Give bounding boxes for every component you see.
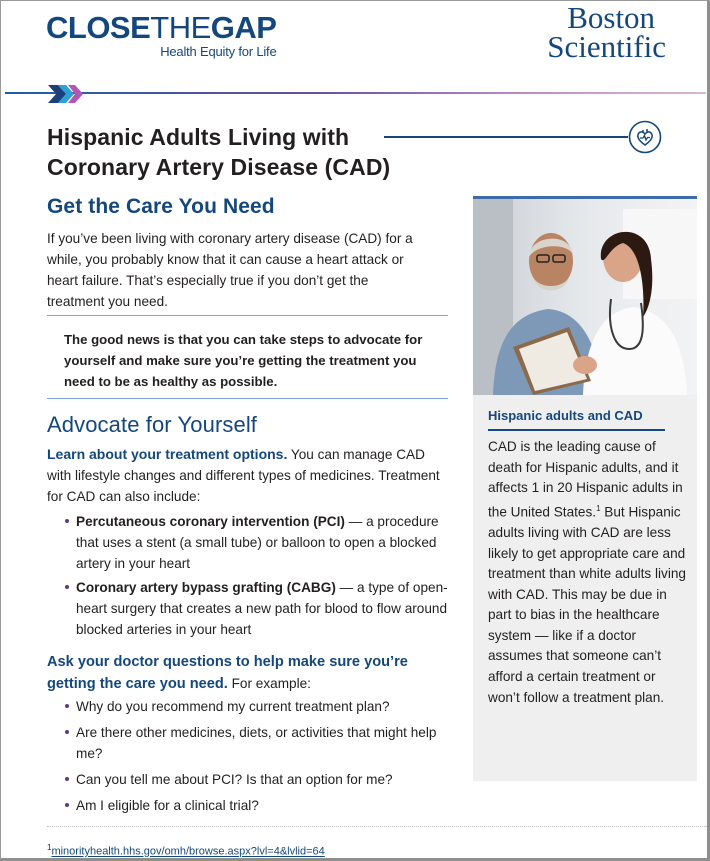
- sidebar-box: [473, 395, 697, 781]
- advocate-heading: Advocate for Yourself: [47, 412, 258, 437]
- close-the-gap-tagline: Health Equity for Life: [160, 44, 277, 59]
- callout-bottom-rule: [47, 398, 448, 399]
- callout-text: The good news is that you can take steps to advocate for yourself and make sure you’re getting the treatment you need to be as healthy as possible.: [64, 332, 423, 389]
- ask-paragraph: Ask your doctor questions to help make sure you’re getting the care you need. For example:: [47, 654, 408, 692]
- footnote-link[interactable]: minorityhealth.hhs.gov/omh/browse.aspx?lvl=4&lvlid=64: [51, 845, 325, 858]
- doctor-patient-photo: [473, 196, 697, 395]
- sidebar-rule: [488, 429, 665, 431]
- list-item-pci: Percutaneous coronary intervention (PCI) — a procedure that uses a stent (a small tube) or balloon to open a blocked artery in your heart: [76, 511, 448, 574]
- photo-illustration: [473, 199, 697, 395]
- callout-top-rule: [47, 315, 448, 316]
- title-rule: [384, 136, 628, 138]
- care-intro: If you’ve been living with coronary artery disease (CAD) for a while, you probably know that it can cause a heart attack or heart failure. That’s especially true if you don’t get the treatment you need.: [47, 231, 413, 309]
- sidebar-title: Hispanic adults and CAD: [488, 408, 643, 423]
- close-the-gap-wordmark: CLOSETHEGAP: [46, 10, 277, 45]
- care-heading: Get the Care You Need: [47, 195, 275, 218]
- chevron-arrows-icon: [46, 83, 86, 105]
- heart-badge-icon: [628, 120, 662, 154]
- list-item: Can you tell me about PCI? Is that an option for me?: [76, 769, 448, 790]
- header-divider: [5, 92, 706, 94]
- close-the-gap-logo: [46, 12, 276, 59]
- footnote-rule: [47, 826, 707, 827]
- page-title: Hispanic Adults Living with Coronary Artery Disease (CAD): [47, 124, 391, 180]
- list-item: Why do you recommend my current treatment plan?: [76, 696, 448, 717]
- footnote: $^1$minorityhealth.hhs.gov/omh/browse.aspx?lvl=4&lvlid=64: [47, 843, 325, 858]
- list-item-cabg: Coronary artery bypass grafting (CABG) — a type of open-heart surgery that creates a new path for blood to flow around blocked arteries in your heart: [76, 577, 448, 640]
- sidebar-text: CAD is the leading cause of death for Hispanic adults, and it affects 1 in 20 Hispanic adults in the United States.$^1$ But Hispanic adults living with CAD are less likely to get appropriate care and treatment than white adults living with CAD. This may be due in part to bias in the healthcare system — like if a doctor assumes that someone can’t afford a certain treatment or won’t follow a treatment plan.: [488, 439, 686, 705]
- list-item: Are there other medicines, diets, or activities that might help me?: [76, 722, 448, 764]
- list-item: Am I eligible for a clinical trial?: [76, 795, 448, 816]
- learn-paragraph: Learn about your treatment options. You can manage CAD with lifestyle changes and different types of medicines. Treatment for CAD can also include:: [47, 446, 440, 504]
- boston-scientific-logo: Boston Scientific: [547, 0, 666, 64]
